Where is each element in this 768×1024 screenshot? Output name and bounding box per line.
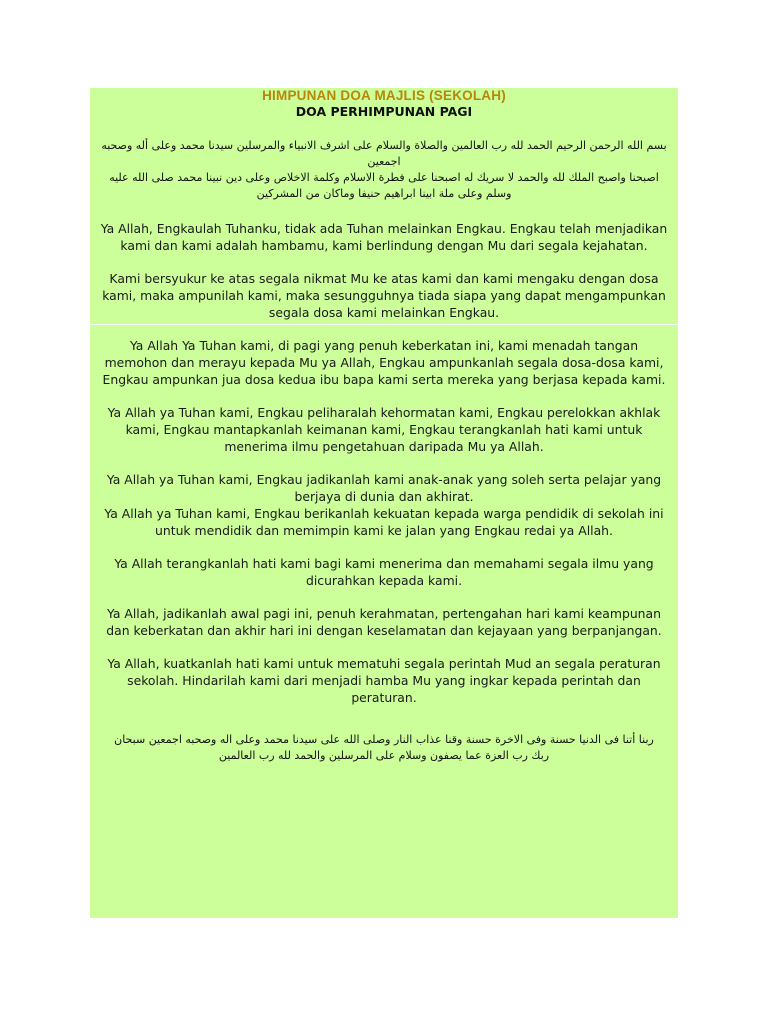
arabic-closing-line-1: ربنا أتنا فى الدنيا حسنة وفى الاخرة حسنة وقنا عذاب النار وصلى الله على سيدنا محمد وعلى اله وصحبه اجمعين سبحان (114, 733, 654, 746)
prayer-paragraph-3: Ya Allah Ya Tuhan kami, di pagi yang penuh keberkatan ini, kami menadah tangan memohon dan merayu kepada Mu ya Allah, Engkau ampunkanlah segala dosa-dosa kami, Engkau ampunkan jua dosa kedua ibu bapa kami serta mereka yang berjasa kepada kami. (102, 338, 666, 387)
prayer-paragraph-7: Ya Allah terangkanlah hati kami bagi kami menerima dan memahami segala ilmu yang dicurahkan kepada kami. (114, 556, 654, 588)
arabic-opening-line-2: اصبحنا واصبح الملك لله والحمد لا سريك له اصبحنا على فطرة الاسلام وكلمة الاخلاص وعلى دين نبينا محمد صلى الله عليه وسلم وعلى ملة ابينا ابراهيم حنيفا وماكان من المشركين (109, 171, 659, 200)
prayer-paragraph-5: Ya Allah ya Tuhan kami, Engkau jadikanlah kami anak-anak yang soleh serta pelajar yang berjaya di dunia dan akhirat. (106, 472, 662, 504)
document-title: HIMPUNAN DOA MAJLIS (SEKOLAH) (262, 88, 506, 103)
prayer-paragraph-2: Kami bersyukur ke atas segala nikmat Mu ke atas kami dan kami mengaku dengan dosa kami, maka ampunilah kami, maka sesungguhnya tiada siapa yang dapat mengampunkan segala dosa kami melainkan Engkau. (102, 271, 666, 320)
prayer-paragraph-4: Ya Allah ya Tuhan kami, Engkau peliharalah kehormatan kami, Engkau perelokkan akhlak kami, Engkau mantapkanlah keimanan kami, Engkau terangkanlah hati kami untuk menerima ilmu pengetahuan daripada Mu ya Allah. (107, 405, 661, 454)
prayer-paragraph-9: Ya Allah, kuatkanlah hati kami untuk mematuhi segala perintah Mud an segala peraturan sekolah. Hindarilah kami dari menjadi hamba Mu yang ingkar kepada perintah dan peraturan. (107, 656, 661, 705)
arabic-closing-line-2: ربك رب العزة عما يصفون وسلام على المرسلين والحمد لله رب العالمين (218, 749, 550, 762)
prayer-paragraph-1: Ya Allah, Engkaulah Tuhanku, tidak ada Tuhan melainkan Engkau. Engkau telah menjadikan kami dan kami adalah hambamu, kami berlindung dengan Mu dari segala kejahatan. (100, 221, 668, 253)
prayer-paragraph-6: Ya Allah ya Tuhan kami, Engkau berikanlah kekuatan kepada warga pendidik di sekolah ini untuk mendidik dan memimpin kami ke jalan yang Engkau redai ya Allah. (104, 506, 664, 538)
arabic-opening-line-1: بسم الله الرحمن الرحيم الحمد لله رب العالمين والصلاة والسلام على اشرف الانبياء والمرسلين سيدنا محمد وعلى أله وصحبه اجمعين (101, 139, 667, 168)
page-divider (90, 324, 678, 325)
document-subtitle: DOA PERHIMPUNAN PAGI (295, 104, 473, 119)
prayer-document-panel (90, 88, 678, 918)
prayer-paragraph-8: Ya Allah, jadikanlah awal pagi ini, penuh kerahmatan, pertengahan hari kami keampunan dan keberkatan dan akhir hari ini dengan keselamatan dan kejayaan yang berpanjangan. (106, 606, 662, 638)
